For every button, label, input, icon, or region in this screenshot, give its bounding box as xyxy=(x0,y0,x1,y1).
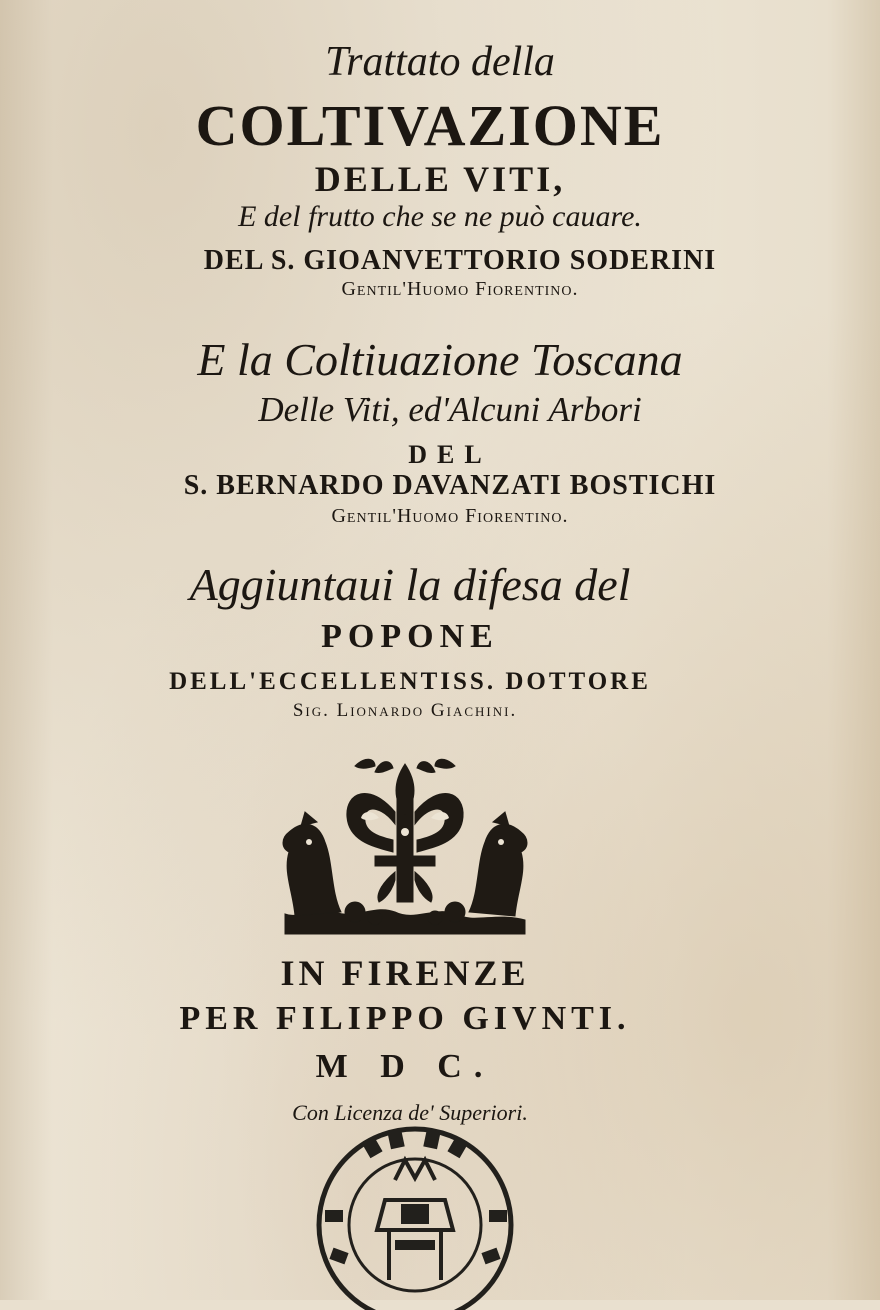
title-line-aggiuntaui: Aggiuntaui la difesa del xyxy=(189,559,631,610)
title-line-popone: POPONE xyxy=(321,618,499,655)
title-line-coltivazione: COLTIVAZIONE xyxy=(195,93,665,158)
author-descriptor-1: Gentil'Huomo Fiorentino. xyxy=(341,278,579,300)
author-line-davanzati: S. BERNARDO DAVANZATI BOSTICHI xyxy=(183,470,717,501)
library-stamp xyxy=(305,1120,525,1310)
imprint-year: M D C. xyxy=(315,1048,495,1085)
title-line-delle-viti: DELLE VITI, xyxy=(314,159,566,199)
author-line-giachini: Sig. Lionardo Giachini. xyxy=(292,700,518,721)
title-line-coltiuazione-toscana: E la Coltiuazione Toscana xyxy=(197,334,683,385)
title-line-delle-viti-arbori: Delle Viti, ed'Alcuni Arbori xyxy=(258,390,642,429)
imprint-city: IN FIRENZE xyxy=(280,953,530,993)
title-line-del: DEL xyxy=(408,440,492,469)
imprint-printer: PER FILIPPO GIVNTI. xyxy=(179,1000,631,1037)
author-descriptor-2: Gentil'Huomo Fiorentino. xyxy=(331,505,569,527)
title-line-frutto: E del frutto che se ne può cauare. xyxy=(238,200,642,233)
imprint-license: Con Licenza de' Superiori. xyxy=(292,1100,528,1125)
printers-device-woodcut xyxy=(275,752,535,942)
title-line-trattato: Trattato della xyxy=(325,39,555,85)
author-line-eccellentiss: DELL'ECCELLENTISS. DOTTORE xyxy=(169,668,651,695)
author-line-soderini: DEL S. GIOANVETTORIO SODERINI xyxy=(203,245,717,276)
